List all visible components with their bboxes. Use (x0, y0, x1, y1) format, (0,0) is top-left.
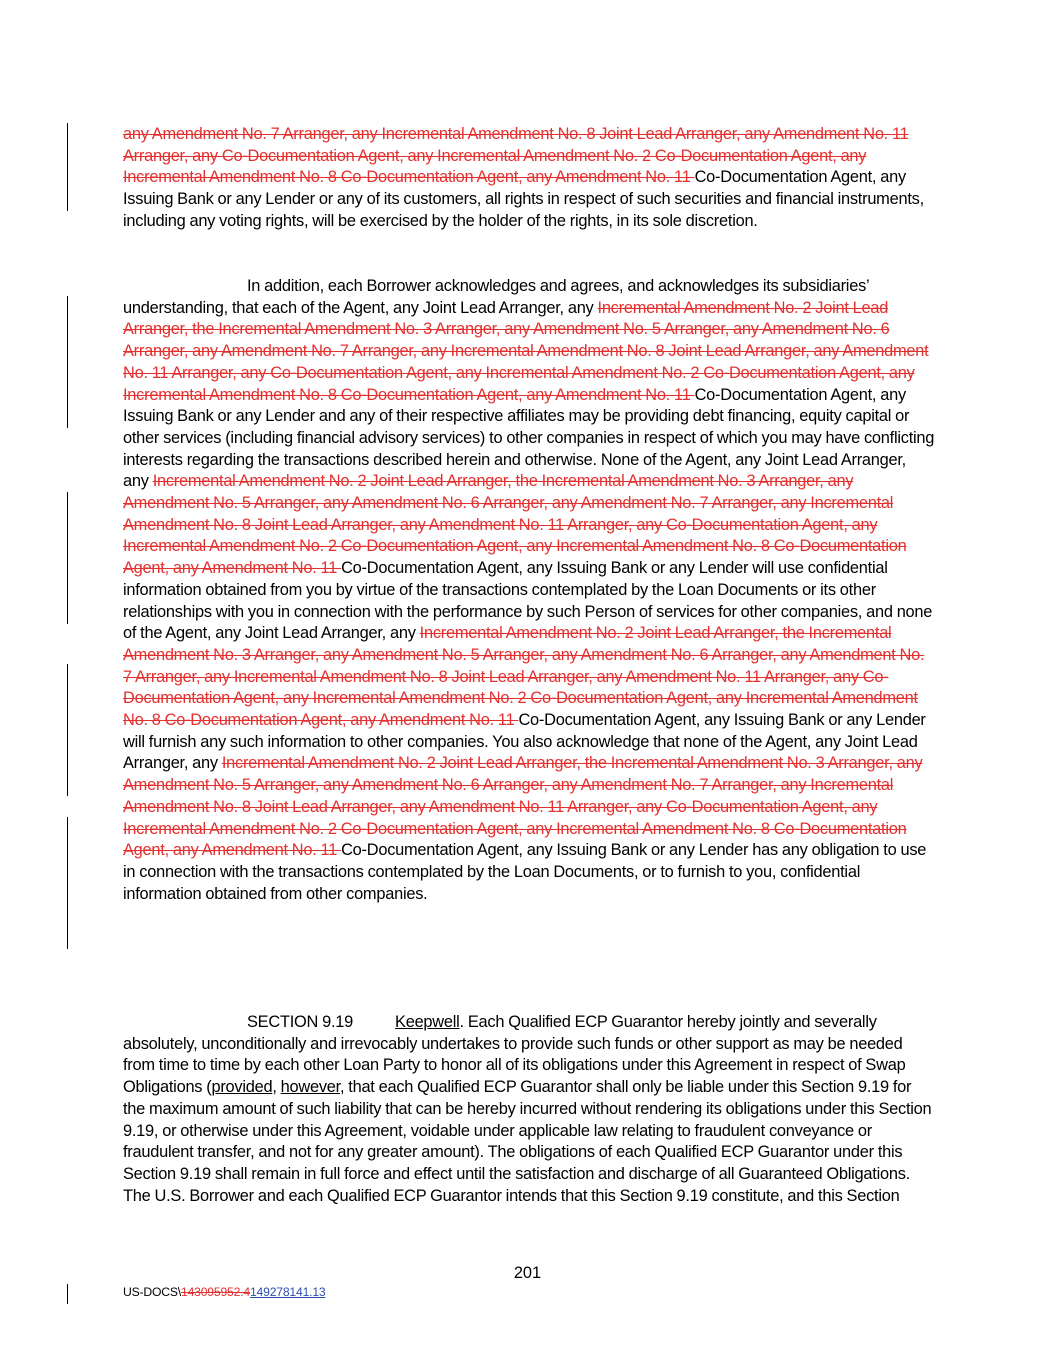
body-text: In addition, each Borrower acknowledges and agrees, and acknowledges its subsidiaries’ understanding, that each of the Agent, any Joint Lead Arranger, any (123, 277, 869, 317)
change-bar (67, 296, 68, 428)
footer-deleted-id: 143095952.4 (181, 1285, 250, 1299)
body-text: Co-Documentation Agent, any Issuing Bank or any Lender or any of its customers, all rights in respect of such securities and financial instruments, including any voting rights, will be exercised by the holder of the rights, in its sole discretion. (123, 168, 924, 230)
paragraph-2 (123, 276, 935, 905)
deleted-text: Incremental Amendment No. 2 Joint Lead Arranger, the Incremental Amendment No. 3 Arranger, any Amendment No. 5 Arranger, any Amendment No. 6 Arranger, any Amendment No. 7 Arranger, any Incremental Amendment No. 8 Joint Lead Arranger, any Amendment No. 11 Arranger, any Co-Documentation Agent, any Incremental Amendment No. 2 Co-Documentation Agent, any Incremental Amendment No. 8 Co-Documentation Agent, any Amendment No. 11 (123, 472, 907, 578)
document-id-footer (123, 1285, 326, 1299)
provided-term: provided (211, 1078, 273, 1097)
change-bar (67, 664, 68, 796)
change-bar (67, 817, 68, 949)
deleted-text: any Amendment No. 7 Arranger, any Incremental Amendment No. 8 Joint Lead Arranger, any Amendment No. 11 Arranger, any Co-Documentation Agent, any Incremental Amendment No. 2 Co-Documentation Agent, any Incremental Amendment No. 8 Co-Documentation Agent, any Amendment No. 11 (123, 125, 909, 187)
body-text: Co-Documentation Agent, any Issuing Bank or any Lender has any obligation to use in connection with the transactions contemplated by the Loan Documents, or to furnish to you, confidential information obtained from other companies. (123, 841, 927, 903)
paragraph-1 (123, 124, 935, 233)
deleted-text: Incremental Amendment No. 2 Joint Lead Arranger, the Incremental Amendment No. 3 Arranger, any Amendment No. 5 Arranger, any Amendment No. 6 Arranger, any Amendment No. 7 Arranger, any Incremental Amendment No. 8 Joint Lead Arranger, any Amendment No. 11 Arranger, any Co-Documentation Agent, any Incremental Amendment No. 2 Co-Documentation Agent, any Incremental Amendment No. 8 Co-Documentation Agent, any Amendment No. 11 (123, 754, 923, 860)
body-text: , that each Qualified ECP Guarantor shall only be liable under this Section 9.19 for the maximum amount of such liability that can be hereby incurred without rendering its obligations under this Section 9.19, or otherwise under this Agreement, voidable under applicable law relating to fraudulent conveyance or fraudulent transfer, and not for any greater amount). The obligations of each Qualified ECP Guarantor under this Section 9.19 shall remain in full force and effect until the satisfaction and discharge of all Guaranteed Obligations. The U.S. Borrower and each Qualified ECP Guarantor intends that this Section 9.19 constitute, and this Section (123, 1078, 932, 1205)
page-number: 201 (513, 1264, 542, 1282)
body-text: Co-Documentation Agent, any Issuing Bank or any Lender and any of their respective affiliates may be providing debt financing, equity capital or other services (including financial advisory services) to other companies in respect of which you may have conflicting interests regarding the transactions described herein and otherwise. None of the Agent, any Joint Lead Arranger, any (123, 385, 935, 491)
footer-prefix: US-DOCS\ (123, 1285, 181, 1299)
body-text: . Each Qualified ECP Guarantor hereby jointly and severally absolutely, unconditionally and irrevocably undertakes to provide such funds or other support as may be needed from time to time by each other Loan Party to honor all of its obligations under this Agreement in respect of Swap Obligations ( (123, 1013, 906, 1097)
however-term: however (280, 1078, 340, 1097)
footer-inserted-id: 149278141.13 (249, 1285, 326, 1299)
section-number: SECTION 9.19 (247, 1013, 354, 1031)
change-bar (67, 123, 68, 211)
body-text: Co-Documentation Agent, any Issuing Bank or any Lender will use confidential information obtained from you by virtue of the transactions contemplated by the Loan Documents or its other relationships with you in connection with the performance by such Person of services for other companies, and none of the Agent, any Joint Lead Arranger, any (123, 559, 933, 643)
deleted-text: Incremental Amendment No. 2 Joint Lead Arranger, the Incremental Amendment No. 3 Arranger, any Amendment No. 5 Arranger, any Amendment No. 6 Arranger, any Amendment No. 7 Arranger, any Incremental Amendment No. 8 Joint Lead Arranger, any Amendment No. 11 Arranger, any Co-Documentation Agent, any Incremental Amendment No. 2 Co-Documentation Agent, any Incremental Amendment No. 8 Co-Documentation Agent, any Amendment No. 11 (123, 624, 925, 730)
change-bar (67, 492, 68, 624)
body-text: , (272, 1078, 281, 1097)
deleted-text: Incremental Amendment No. 2 Joint Lead Arranger, the Incremental Amendment No. 3 Arranger, any Amendment No. 5 Arranger, any Amendment No. 6 Arranger, any Amendment No. 7 Arranger, any Incremental Amendment No. 8 Joint Lead Arranger, any Amendment No. 11 Arranger, any Co-Documentation Agent, any Incremental Amendment No. 2 Co-Documentation Agent, any Incremental Amendment No. 8 Co-Documentation Agent, any Amendment No. 11 (123, 298, 929, 404)
section-9-19 (123, 1012, 935, 1207)
body-text: Co-Documentation Agent, any Issuing Bank or any Lender will furnish any such information to other companies. You also acknowledge that none of the Agent, any Joint Lead Arranger, any (123, 711, 926, 773)
section-heading: Keepwell (395, 1013, 460, 1031)
change-bar (67, 1284, 68, 1304)
